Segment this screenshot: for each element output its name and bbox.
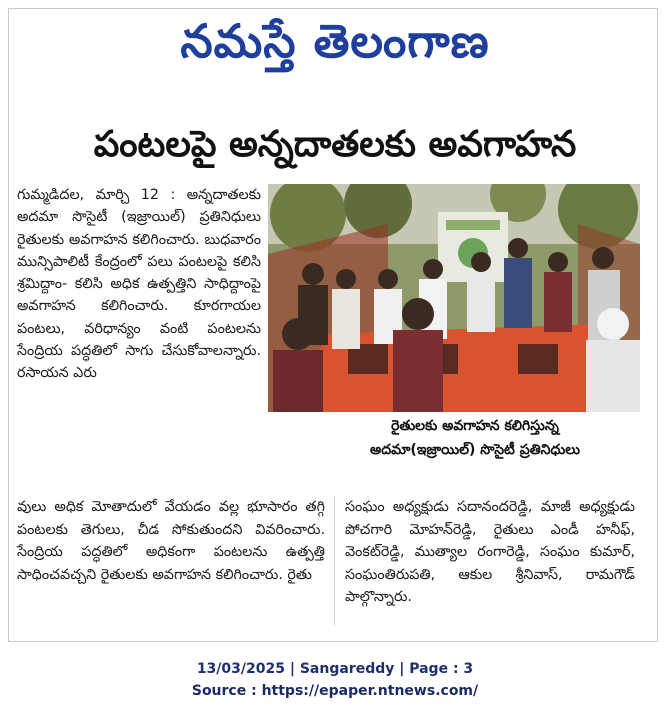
footer-source-link[interactable]: Source : https://epaper.ntnews.com/ [191,683,479,699]
newspaper-masthead: నమస్తే తెలంగాణ [180,14,490,68]
photo-caption-line2: అదమా(ఇజ్రాయిల్) సొసైటీ ప్రతినిధులు [370,442,580,458]
footer-date-edition: 13/03/2025 | Sangareddy | Page : 3 [196,661,474,677]
meeting-photo-illustration [268,184,640,412]
article-continued-column: వులు అధిక మోతాదులో వేయడం వల్ల భూసారం తగ్గి పంటలకు తెగులు, చీడ సోకుతుందని వివరించారు. సేంద్రియ పద్ధతిలో అధికంగా పంటలను ఉత్పత్తి సాధించవచ్చని రైతులకు అవగాహన కలిగించారు. రైతు [17,499,325,583]
article-closing-column: సంఘం అధ్యక్షుడు సదానందరెడ్డి, మాజీ అధ్యక్షుడు పోచగారి మోహన్‌రెడ్డి, రైతులు ఎండీ హనీఫ్, వెంకట్‌రెడ్డి, ముత్యాల రంగారెడ్డి, సంఘం కుమార్, సంఘంతిరుపతి, ఆకుల శ్రీనివాస్, రామగౌడ్ పాల్గొన్నారు. [345,499,635,606]
photo-caption [330,414,620,462]
article-headline: పంటలపై అన్నదాతలకు అవగాహన [93,124,577,165]
article-photo [268,184,640,412]
photo-caption-line1: రైతులకు అవగాహన కలిగిస్తున్న [391,418,559,434]
column-divider [334,496,335,626]
page-footer [0,658,670,702]
article-lead-column: గుమ్మడిదల, మార్చి 12 : అన్నదాతలకు అదమా సొసైటీ (ఇజ్రాయిల్) ప్రతినిధులు రైతులకు అవగాహన కలిగించారు. బుధవారం మున్సిపాలిటీ కేంద్రంలో పలు పంటలపై కలిసి శ్రమిద్దాం- కలిసి అధిక ఉత్పత్తిని సాధిద్దాంపై అవగాహన కలిగించారు. కూరగాయల పంటలు, వరిధాన్యం వంటి పంటలను సేంద్రియ పద్ధతిలో సాగు చేసుకోవాలన్నారు. రసాయన ఎరు [17,187,261,382]
